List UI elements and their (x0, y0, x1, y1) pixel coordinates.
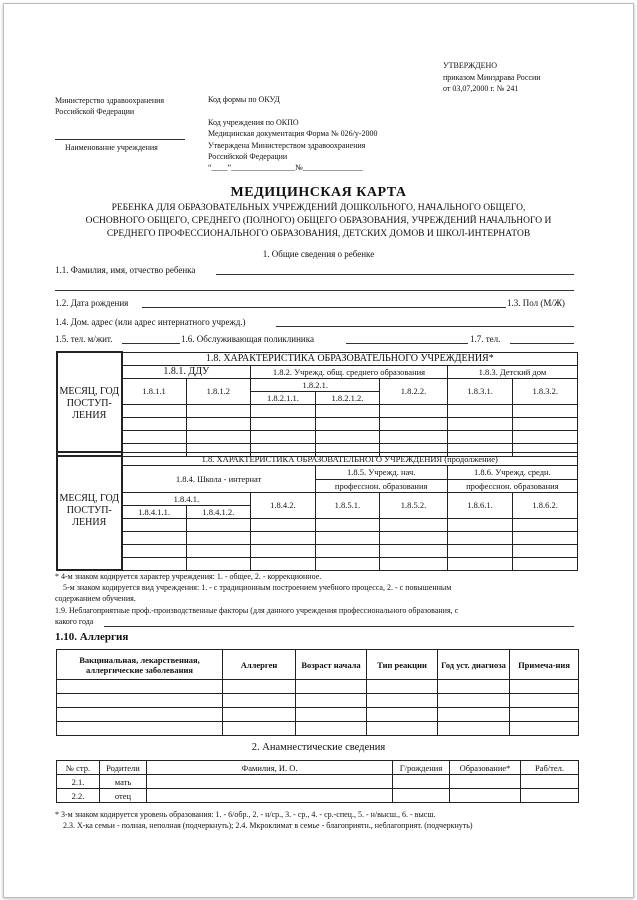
row-mother-num: 2.1. (57, 775, 100, 789)
col-1842: 1.8.4.2. (251, 492, 316, 518)
col-18211: 1.8.2.1.1. (251, 391, 316, 404)
allergy-cell[interactable] (296, 680, 367, 694)
table1-cell[interactable] (513, 404, 578, 417)
col-18212: 1.8.2.1.2. (315, 391, 380, 404)
table2-cell[interactable] (251, 544, 316, 557)
allergy-cell[interactable] (57, 708, 223, 722)
group-boarding-school: 1.8.4. Школа - интернат (122, 465, 316, 492)
address-label: 1.4. Дом. адрес (или адрес интернатного учрежд.) (55, 317, 246, 327)
table2-header: 1.8. ХАРАКТЕРИСТИКА ОБРАЗОВАТЕЛЬНОГО УЧРЕЖДЕНИЯ (продолжение) (122, 452, 578, 465)
approved-title: УТВЕРЖДЕНО (443, 61, 498, 70)
table1-cell[interactable] (447, 430, 513, 443)
allergy-cell[interactable] (367, 680, 438, 694)
table1-cell[interactable] (380, 417, 448, 430)
table1-cell[interactable] (380, 430, 448, 443)
table1-cell[interactable] (122, 417, 187, 430)
table2-cell[interactable] (380, 518, 448, 531)
table2-cell[interactable] (513, 518, 578, 531)
sex-label: 1.3. Пол (М/Ж) (507, 298, 565, 308)
section2-title: 2. Анамнестические сведения (251, 742, 386, 753)
col-1841: 1.8.4.1. (122, 492, 251, 505)
allergy-cell[interactable] (510, 708, 579, 722)
subtitle-line1: РЕБЕНКА ДЛЯ ОБРАЗОВАТЕЛЬНЫХ УЧРЕЖДЕНИЙ ДОШКОЛЬНОГО, НАЧАЛЬНОГО ОБЩЕГО, (111, 203, 526, 213)
mother-work-cell[interactable] (521, 775, 579, 789)
mother-education-cell[interactable] (450, 775, 521, 789)
row-father-label: отец (100, 789, 147, 803)
table2-cell[interactable] (513, 531, 578, 544)
approved-order: приказом Минздрава России (443, 73, 541, 82)
table1-cell[interactable] (186, 430, 251, 443)
parents-header-education: Образование* (450, 761, 521, 775)
month-year-label: МЕСЯЦ, ГОД ПОСТУП-ЛЕНИЯ (59, 386, 120, 421)
subtitle-line2: ОСНОВНОГО ОБЩЕГО, СРЕДНЕГО (ПОЛНОГО) ОБЩЕГО ОБРАЗОВАНИЯ, УЧРЕЖДЕНИЙ НАЧАЛЬНОГО И (85, 216, 552, 226)
approved-date: от 03,07,2000 г. № 241 (443, 84, 519, 93)
allergy-cell[interactable] (367, 708, 438, 722)
month-year-cell-2 (57, 452, 122, 570)
col-1831: 1.8.3.1. (447, 378, 513, 404)
child-name-label: 1.1. Фамилия, имя, отчество ребенка (55, 265, 196, 275)
table1-cell[interactable] (251, 417, 316, 430)
child-name-field-2[interactable] (55, 290, 574, 291)
subtitle-line3: СРЕДНЕГО ПРОФЕССИОНАЛЬНОГО ОБРАЗОВАНИЯ, ДЕТСКИХ ДОМОВ И ШКОЛ-ИНТЕРНАТОВ (106, 229, 531, 239)
footer-family-note: 2.3. Х-ка семьи - полная, неполная (подчеркнуть); 2.4. Мкроклимат в семье - благоприятн., неблагоприят. (подчеркнуть) (63, 821, 473, 830)
allergy-cell[interactable] (223, 680, 296, 694)
allergy-header-notes: Примеча-ния (510, 650, 579, 680)
allergy-header-age: Возраст начала (296, 650, 367, 680)
parents-header-work-phone: Раб/тел. (521, 761, 579, 775)
table2-cell[interactable] (122, 531, 187, 544)
month-year-label-2: МЕСЯЦ, ГОД ПОСТУП-ЛЕНИЯ (59, 493, 120, 528)
col-1852: 1.8.5.2. (380, 492, 448, 518)
table1-cell[interactable] (122, 404, 187, 417)
document-title: МЕДИЦИНСКАЯ КАРТА (230, 185, 407, 200)
mother-birth-cell[interactable] (393, 775, 450, 789)
clinic-label: 1.6. Обслуживающая поликлиника (181, 334, 314, 344)
parents-header-parent: Родители (100, 761, 147, 775)
allergy-cell[interactable] (57, 680, 223, 694)
table2-cell[interactable] (380, 557, 448, 570)
phone-label: 1.7. тел. (470, 334, 501, 344)
allergy-cell[interactable] (57, 722, 223, 736)
ministry-line2: Российской Федерации (55, 107, 135, 116)
col-1821: 1.8.2.1. (251, 378, 380, 391)
table2-cell[interactable] (122, 544, 187, 557)
table2-cell[interactable] (186, 544, 251, 557)
note-institution-type: * 4-м знаком кодируется характер учреждения: 1. - общее, 2. - коррекционное. (55, 572, 322, 581)
group-secondary-prof-2: професснон. образования (447, 479, 577, 492)
table1-cell[interactable] (513, 430, 578, 443)
table1-cell[interactable] (315, 404, 380, 417)
approved-by-ministry: Утверждена Министерством здравоохранения (208, 141, 366, 150)
allergy-table (56, 649, 579, 736)
allergy-cell[interactable] (296, 722, 367, 736)
phone-field[interactable] (510, 343, 574, 344)
table2-cell[interactable] (122, 557, 187, 570)
allergy-cell[interactable] (510, 694, 579, 708)
table2-cell[interactable] (315, 531, 380, 544)
group-primary-prof-2: професснон. образования (315, 479, 447, 492)
home-phone-label: 1.5. тел. м/жит. (55, 334, 113, 344)
approved-by-ministry-2: Российской Федерации (208, 152, 288, 161)
table2-cell[interactable] (186, 557, 251, 570)
footer-education-note: * 3-м знаком кодируется уровень образования: 1. - 6/обр., 2. - н/ср., 3. - ср., 4. - ср.-спец., 5. - н/высш., 6. - высш. (55, 810, 436, 819)
table1-cell[interactable] (315, 417, 380, 430)
table2-cell[interactable] (380, 531, 448, 544)
institution-label: Наименование учреждения (65, 143, 158, 152)
group-primary-prof: 1.8.5. Учрежд. нач. (315, 465, 447, 479)
table1-cell[interactable] (251, 404, 316, 417)
table1-cell[interactable] (513, 417, 578, 430)
table2-cell[interactable] (447, 531, 513, 544)
table1-cell[interactable] (380, 404, 448, 417)
table2-cell[interactable] (251, 518, 316, 531)
table2-cell[interactable] (315, 557, 380, 570)
form-number: Медицинская документация Форма № 026/у-2000 (208, 129, 378, 138)
group-orphanage: 1.8.3. Детский дом (447, 365, 577, 378)
col-1861: 1.8.6.1. (447, 492, 513, 518)
father-birth-cell[interactable] (393, 789, 450, 803)
table1-cell[interactable] (186, 417, 251, 430)
col-1811: 1.8.1.1 (122, 378, 187, 404)
table2-cell[interactable] (447, 557, 513, 570)
allergy-cell[interactable] (367, 722, 438, 736)
allergy-cell[interactable] (223, 708, 296, 722)
table1-cell[interactable] (315, 430, 380, 443)
table2-cell[interactable] (315, 518, 380, 531)
table2-cell[interactable] (186, 518, 251, 531)
approval-date-line: “____”________________№_______________ (208, 163, 363, 172)
col-1822: 1.8.2.2. (380, 378, 448, 404)
okud-code-label: Код формы по ОКУД (208, 95, 280, 104)
table2-cell[interactable] (251, 557, 316, 570)
allergy-cell[interactable] (296, 694, 367, 708)
allergy-cell[interactable] (438, 722, 510, 736)
group-ddu: 1.8.1. ДДУ (122, 365, 251, 378)
birth-date-label: 1.2. Дата рождения (55, 298, 129, 308)
month-year-cell (57, 352, 122, 456)
allergy-header-diagnosis-year: Год уст. диагноза (438, 650, 510, 680)
table1-cell[interactable] (122, 430, 187, 443)
mother-name-cell[interactable] (147, 775, 393, 789)
parents-header-name: Фамилия, И. О. (147, 761, 393, 775)
allergy-header-type: Вакцинальная, лекарственная, аллергические заболевания (57, 650, 223, 680)
allergy-cell[interactable] (510, 680, 579, 694)
note-institution-kind-2: содержанием обучения. (55, 594, 136, 603)
allergy-cell[interactable] (367, 694, 438, 708)
col-1812: 1.8.1.2 (186, 378, 251, 404)
institution-table-1 (56, 351, 578, 457)
father-education-cell[interactable] (450, 789, 521, 803)
section1-title: 1. Общие сведения о ребенке (262, 249, 375, 259)
col-1851: 1.8.5.1. (315, 492, 380, 518)
group-secondary-prof: 1.8.6. Учрежд. средн. (447, 465, 577, 479)
allergy-cell[interactable] (223, 694, 296, 708)
note-institution-kind: 5-м знаком кодируется вид учреждения: 1. - с традиционным построением учебного процесса, 2. - с повышенным (63, 583, 452, 592)
allergy-cell[interactable] (57, 694, 223, 708)
allergy-cell[interactable] (438, 708, 510, 722)
table2-cell[interactable] (251, 531, 316, 544)
father-name-cell[interactable] (147, 789, 393, 803)
table1-cell[interactable] (251, 430, 316, 443)
okpo-code-label: Код учреждения по ОКПО (208, 118, 299, 127)
col-1832: 1.8.3.2. (513, 378, 578, 404)
ministry-line1: Министерство здравоохранения (55, 96, 165, 105)
birth-date-field[interactable] (142, 307, 506, 308)
father-work-cell[interactable] (521, 789, 579, 803)
allergy-cell[interactable] (223, 722, 296, 736)
table2-cell[interactable] (513, 544, 578, 557)
institution-table-2 (56, 451, 578, 571)
allergy-title: 1.10. Аллергия (55, 631, 129, 643)
clinic-field[interactable] (346, 343, 468, 344)
address-field[interactable] (276, 326, 574, 327)
allergy-header-allergen: Аллерген (223, 650, 296, 680)
row-father-num: 2.2. (57, 789, 100, 803)
child-name-field[interactable] (216, 274, 574, 275)
table2-cell[interactable] (447, 518, 513, 531)
table2-cell[interactable] (122, 518, 187, 531)
parents-header-birth-year: Г/рождения (393, 761, 450, 775)
allergy-cell[interactable] (438, 694, 510, 708)
table1-header: 1.8. ХАРАКТЕРИСТИКА ОБРАЗОВАТЕЛЬНОГО УЧРЕЖДЕНИЯ* (122, 352, 578, 365)
table2-cell[interactable] (315, 544, 380, 557)
note-prof-factors-2: какого года (55, 617, 94, 626)
table1-cell[interactable] (447, 417, 513, 430)
table2-cell[interactable] (447, 544, 513, 557)
col-1862: 1.8.6.2. (513, 492, 578, 518)
row-mother-label: мать (100, 775, 147, 789)
table2-cell[interactable] (186, 531, 251, 544)
table2-cell[interactable] (513, 557, 578, 570)
allergy-cell[interactable] (438, 680, 510, 694)
group-general-school: 1.8.2. Учрежд. общ. среднего образования (251, 365, 448, 378)
allergy-cell[interactable] (296, 708, 367, 722)
parents-table (56, 760, 579, 803)
note-prof-factors: 1.9. Неблагоприятные проф.-производственные факторы (для данного учреждения профессионального образования, с (55, 606, 459, 615)
parents-header-num: № стр. (57, 761, 100, 775)
allergy-header-reaction: Тип реакции (367, 650, 438, 680)
col-18411: 1.8.4.1.1. (122, 505, 187, 518)
prof-factors-field[interactable] (104, 626, 574, 627)
table1-cell[interactable] (186, 404, 251, 417)
institution-line (55, 139, 185, 140)
col-18412: 1.8.4.1.2. (186, 505, 251, 518)
allergy-cell[interactable] (510, 722, 579, 736)
home-phone-field[interactable] (122, 343, 180, 344)
table2-cell[interactable] (380, 544, 448, 557)
table1-cell[interactable] (447, 404, 513, 417)
